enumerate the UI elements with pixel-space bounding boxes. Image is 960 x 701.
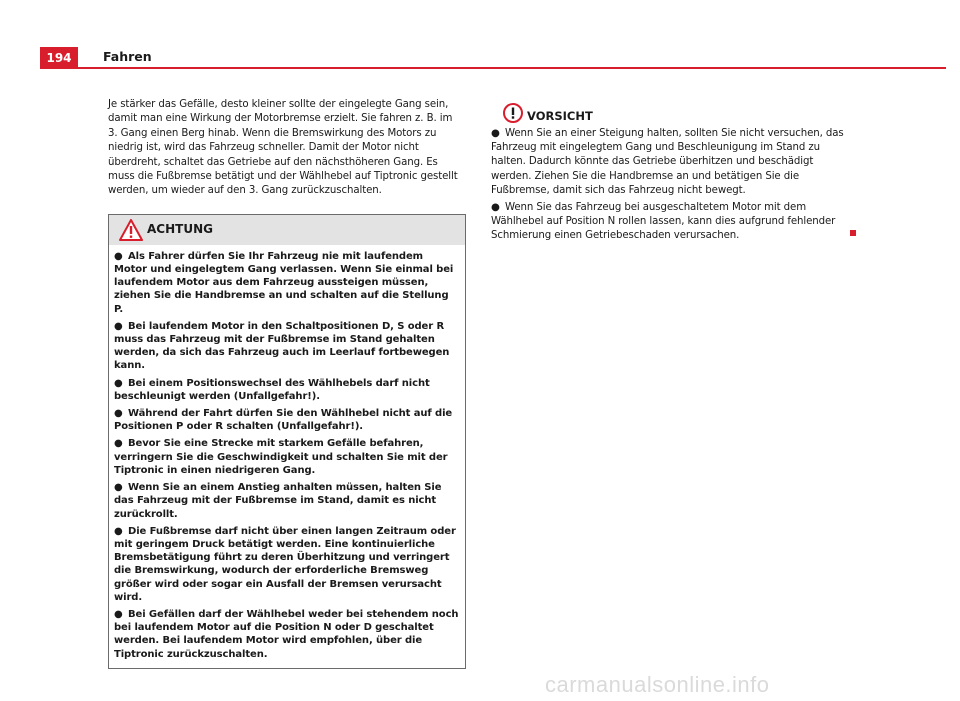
caution-title: VORSICHT (527, 109, 593, 123)
page-header (40, 47, 946, 69)
caution-item: ● Wenn Sie an einer Steigung halten, sollten Sie nicht versuchen, das Fahrzeug mit eingelegtem Gang und Beschleunigung im Stand zu halten. Dadurch könnte das Getriebe überhitzen und beschädigt werden. Ziehen Sie die Handbremse an und betätigen Sie die Fußbremse, damit sich das Fahrzeug nicht bewegt. (491, 128, 844, 196)
bullet-icon: ● (491, 128, 500, 139)
warning-item: ● Während der Fahrt dürfen Sie den Wählhebel nicht auf die Positionen P oder R schalten (Unfallgefahr!). (114, 408, 453, 433)
warning-item: ● Bevor Sie eine Strecke mit starkem Gefälle befahren, verringern Sie die Geschwindigkeit und schalten Sie mit der Tiptronic in einen niedrigeren Gang. (114, 438, 448, 476)
section-end-marker (850, 230, 856, 236)
warning-item: ● Bei einem Positionswechsel des Wählhebels darf nicht beschleunigt werden (Unfallgefahr!). (114, 377, 430, 402)
warning-title: ACHTUNG (147, 221, 213, 236)
left-column (108, 98, 464, 669)
right-column (491, 103, 856, 247)
caution-item: ● Wenn Sie das Fahrzeug bei ausgeschaltetem Motor mit dem Wählhebel auf Position N rollen lassen, kann dies aufgrund fehlender Schmierung einen Getriebeschaden verursachen. (491, 202, 836, 242)
caution-header (491, 103, 856, 125)
warning-header (109, 215, 465, 245)
warning-box (108, 214, 466, 669)
warning-list (109, 245, 465, 668)
intro-paragraph: Je stärker das Gefälle, desto kleiner sollte der eingelegte Gang sein, damit man eine Wirkung der Motorbremse erzielt. Sie fahren z. B. im 3. Gang einen Berg hinab. Wenn die Bremswirkung des Motors zu niedrig ist, wird das Fahrzeug schneller. Damit der Motor nicht überdreht, schaltet das Getriebe auf den nächsthöheren Gang. Es muss die Fußbremse betätigt und der Wählhebel auf Tiptronic gestellt werden, um wieder auf den 3. Gang zurückzuschalten. (108, 99, 458, 197)
warning-item: ● Bei laufendem Motor in den Schaltpositionen D, S oder R muss das Fahrzeug mit der Fußbremse im Stand gehalten werden, da sich das Fahrzeug auch im Leerlauf fortbewegen kann. (114, 320, 450, 372)
warning-item: ● Bei Gefällen darf der Wählhebel weder bei stehendem noch bei laufendem Motor auf die Position N oder D geschaltet werden. Bei laufendem Motor wird empfohlen, über die Tiptronic zurückzuschalten. (114, 608, 459, 660)
bullet-icon: ● (114, 408, 123, 420)
bullet-icon: ● (114, 525, 123, 537)
bullet-icon: ● (114, 482, 123, 494)
watermark: carmanualsonline.info (545, 672, 770, 697)
section-title: Fahren (103, 49, 152, 64)
warning-item: ● Die Fußbremse darf nicht über einen langen Zeitraum oder mit geringem Druck betätigt werden. Eine kontinuierliche Bremsbetätigung führt zu deren Überhitzung und verringert die Bremswirkung, wodurch der erforderliche Bremsweg größer wird oder sogar ein Ausfall der Bremsen verursacht wird. (114, 525, 456, 603)
bullet-icon: ● (114, 320, 123, 332)
bullet-icon: ● (114, 250, 123, 262)
bullet-icon: ● (114, 608, 123, 620)
warning-item: ● Als Fahrer dürfen Sie Ihr Fahrzeug nie mit laufendem Motor und eingelegtem Gang verlassen. Wenn Sie einmal bei laufendem Motor aus dem Fahrzeug aussteigen müssen, ziehen Sie die Handbremse an und schalten auf die Stellung P. (114, 250, 454, 315)
page-number: 194 (40, 47, 78, 69)
bullet-icon: ● (491, 202, 500, 214)
exclamation-circle-icon (503, 103, 523, 123)
caution-list (491, 127, 856, 244)
warning-triangle-icon (119, 219, 143, 241)
bullet-icon: ● (114, 377, 123, 389)
warning-item: ● Wenn Sie an einem Anstieg anhalten müssen, halten Sie das Fahrzeug mit der Fußbremse im Stand, damit es nicht zurückrollt. (114, 482, 442, 520)
bullet-icon: ● (114, 438, 123, 450)
